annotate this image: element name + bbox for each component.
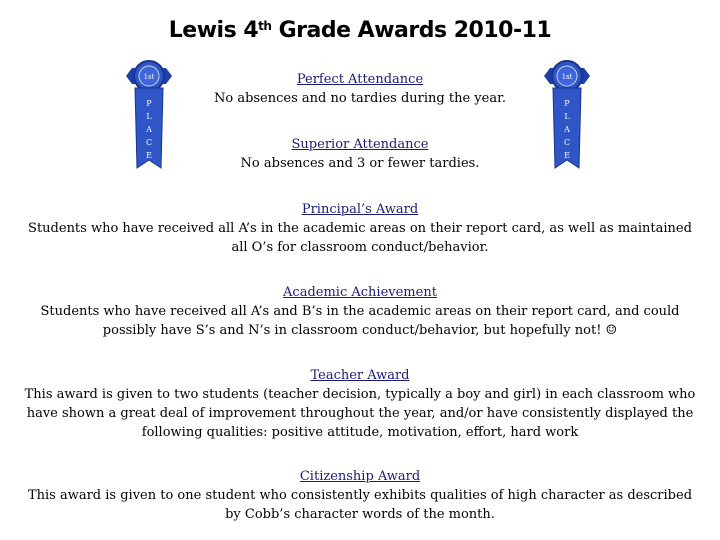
ribbon-place-text: 1st xyxy=(143,73,155,81)
award-description: No absences and no tardies during the year. xyxy=(213,91,507,106)
award-description: Students who have received all A’s and B’s in the academic areas on their report card, and could possibly have S’s and N’s in classroom conduct/behavior, but hopefully not! ☺ xyxy=(40,304,680,338)
award-title[interactable]: Citizenship Award xyxy=(299,469,421,484)
svg-text:C: C xyxy=(563,138,571,147)
svg-text:E: E xyxy=(564,151,570,160)
svg-text:A: A xyxy=(564,125,570,134)
award-perfect-attendance xyxy=(0,70,720,108)
award-description: No absences and 3 or fewer tardies. xyxy=(240,156,480,171)
page-title: Lewis 4th Grade Awards 2010-11 xyxy=(168,18,552,43)
svg-text:E: E xyxy=(146,151,152,160)
svg-text:L: L xyxy=(146,112,152,121)
svg-text:P: P xyxy=(564,99,570,108)
svg-text:1st: 1st xyxy=(561,73,573,81)
svg-text:A: A xyxy=(146,125,152,134)
award-title[interactable]: Principal’s Award xyxy=(301,202,419,217)
award-description: This award is given to two students (teacher decision, typically a boy and girl) in each classroom who have shown a great deal of improvement throughout the year, and/or have consistently displayed the following qualities: positive attitude, motivation, effort, hard work xyxy=(24,387,696,440)
svg-text:C: C xyxy=(145,138,153,147)
award-title[interactable]: Teacher Award xyxy=(310,368,410,383)
award-title[interactable]: Academic Achievement xyxy=(283,285,437,300)
award-description: Students who have received all A’s in the academic areas on their report card, as well as maintained all O’s for classroom conduct/behavior. xyxy=(28,221,692,255)
award-description: This award is given to one student who consistently exhibits qualities of high character as described by Cobb’s character words of the month. xyxy=(27,488,693,522)
award-academic-achievement xyxy=(0,283,720,340)
title-superscript: th xyxy=(258,19,272,33)
award-teacher xyxy=(0,366,720,442)
svg-text:L: L xyxy=(564,112,570,121)
award-citizenship xyxy=(0,467,720,524)
svg-text:P: P xyxy=(146,99,152,108)
award-title[interactable]: Superior Attendance xyxy=(291,137,429,152)
award-superior-attendance xyxy=(0,135,720,173)
award-principals xyxy=(0,200,720,257)
award-title[interactable]: Perfect Attendance xyxy=(296,72,424,87)
